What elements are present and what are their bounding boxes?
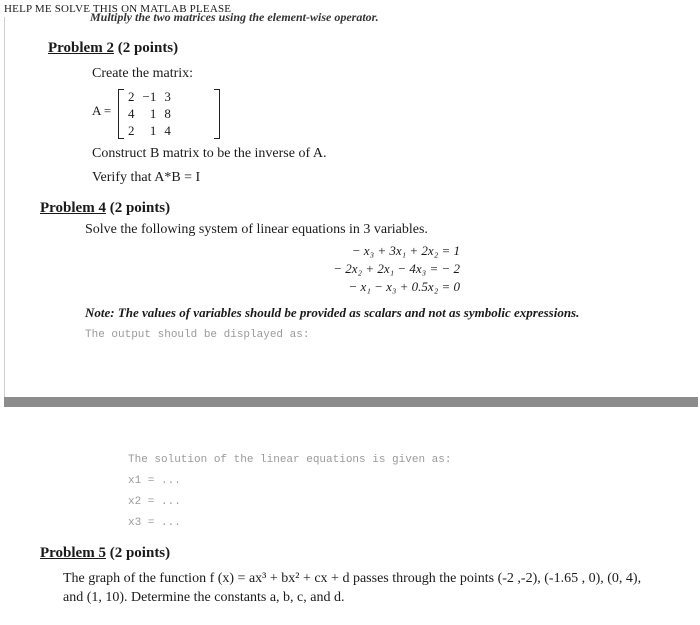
problem-4-instruction: Solve the following system of linear equations in 3 variables.: [85, 222, 428, 237]
problem-4-heading: [40, 200, 170, 217]
left-margin-rule: [4, 17, 5, 407]
problem-2-number: Problem 2: [48, 40, 114, 56]
matrix-cell: 4: [128, 106, 135, 121]
problem-2-construct-text: Construct B matrix to be the inverse of A.: [92, 146, 327, 161]
problem-5-points: (2 points): [109, 545, 171, 561]
solution-header: The solution of the linear equations is given as:: [128, 454, 452, 466]
matrix-row: [124, 105, 175, 122]
problem-5-number: Problem 5: [40, 545, 106, 561]
matrix-cell: 3: [164, 89, 171, 104]
matrix-cell: 8: [164, 106, 171, 121]
problem-5-heading: [40, 545, 170, 562]
matrix-a-grid: [124, 88, 175, 139]
problem-4-note: Note: The values of variables should be provided as scalars and not as symbolic expressions.: [85, 305, 580, 320]
problem-2-create-text: Create the matrix:: [92, 66, 194, 81]
solution-line: x2 = ...: [128, 496, 181, 508]
separator-bar: [4, 397, 698, 407]
matrix-cell: 4: [164, 123, 171, 138]
matrix-right-bracket: [214, 89, 220, 139]
matrix-cell: 2: [128, 123, 135, 138]
matrix-row: [124, 122, 175, 139]
equation-line: − 2x₂ + 2x₁ − 4x₃ = − 2: [333, 261, 460, 276]
problem-5-text-line-2: and (1, 10). Determine the constants a, b, c, and d.: [63, 590, 345, 605]
matrix-a-label: A =: [92, 103, 112, 118]
matrix-cell: 1: [149, 123, 157, 138]
solution-line: x3 = ...: [128, 517, 181, 529]
page-title: HELP ME SOLVE THIS ON MATLAB PLEASE: [4, 3, 232, 15]
matrix-row: [124, 88, 175, 105]
problem-4-number: Problem 4: [40, 200, 106, 216]
problem-2-heading: [48, 40, 178, 57]
matrix-cell: −1: [142, 89, 157, 104]
equation-line: − x₃ + 3x₁ + 2x₂ = 1: [351, 243, 460, 258]
output-label: The output should be displayed as:: [85, 329, 310, 341]
matrix-cell: 1: [149, 106, 157, 121]
solution-line: x1 = ...: [128, 475, 181, 487]
problem-5-text-line-1: The graph of the function f (x) = ax³ + bx² + cx + d passes through the points (-2 ,-2), (-1.65 , 0), (0, 4),: [63, 571, 642, 586]
matrix-cell: 2: [128, 89, 135, 104]
equation-line: − x₁ − x₃ + 0.5x₂ = 0: [348, 279, 460, 294]
problem-2-points: (2 points): [117, 40, 179, 56]
problem-2-verify-text: Verify that A*B = I: [92, 170, 201, 185]
cut-off-text-line: Multiply the two matrices using the element-wise operator.: [90, 10, 379, 24]
problem-4-points: (2 points): [109, 200, 171, 216]
